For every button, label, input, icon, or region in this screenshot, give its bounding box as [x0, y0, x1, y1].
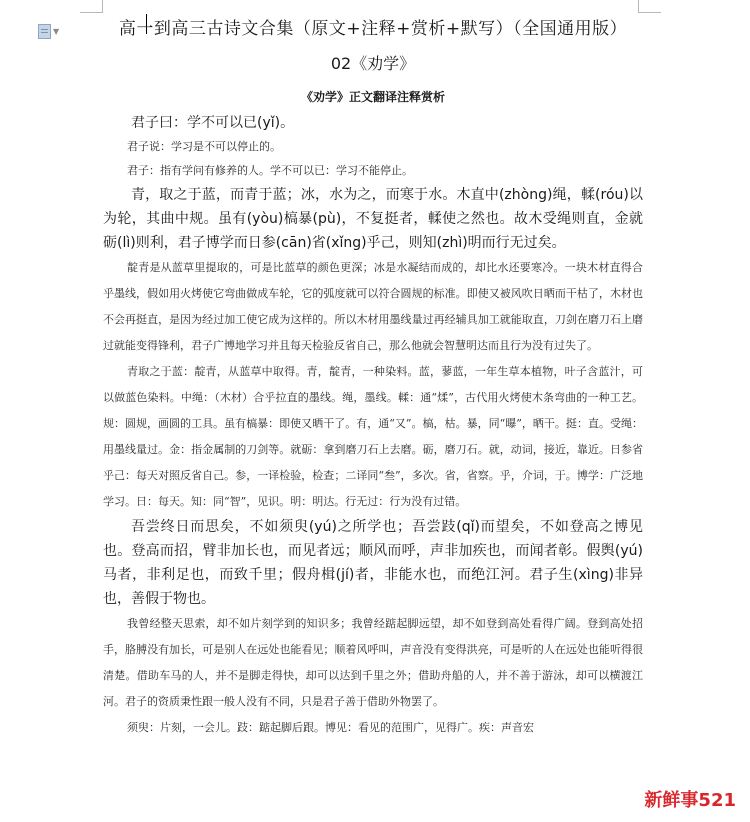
document-icon — [38, 24, 51, 39]
chevron-down-icon: ▼ — [53, 27, 60, 36]
annotation-text: 君子：指有学问有修养的人。学不可以已：学习不能停止。 — [127, 164, 413, 177]
annotation-text: 青取之于蓝：靛青，从蓝草中取得。青，靛青，一种染料。蓝，蓼蓝，一年生草本植物，叶子含蓝汁，可以做蓝色染料。中绳：（木材）合乎拉直的墨线。绳，墨线。輮：通“煣”，古代用火烤使木条弯曲的一种工艺。规：圆规，画圆的工具。虽有槁暴：即使又晒干了。有，通“又”。槁，枯。暴，同“曝”，晒干。挺：直。受绳：用墨线量过。金：指金属制的刀剑等。就砺：拿到磨刀石上去磨。砺，磨刀石。就，动词，接近，靠近。日参省乎己：每天对照反省自己。参，一译检验，检查；二译同“叁”，多次。省，省察。乎，介词，于。博学：广泛地学习。日：每天。知：同“智”，见识。明：明达。行无过：行为没有过错。 — [103, 365, 643, 508]
original-text: 青，取之于蓝，而青于蓝；冰，水为之，而寒于水。木直中(zhòng)绳，輮(róu)以为轮，其曲中规。虽有(yòu)槁暴(pù)，不复挺者，輮使之然也。故木受绳则直，金就砺(lì)则利，君子博学而日参(cān)省(xǐng)乎己，则知(zhì)明而行无过矣。 — [103, 187, 643, 251]
document-page[interactable] — [103, 10, 643, 741]
translation-text: 靛青是从蓝草里提取的，可是比蓝草的颜色更深；冰是水凝结而成的，却比水还要寒冷。一块木材直得合乎墨线，假如用火烤使它弯曲做成车轮，它的弧度就可以符合圆规的标准。即使又被风吹日晒而干枯了，木材也不会再挺直，是因为经过加工使它成为这样的。所以木材用墨线量过再经辅具加工就能取直，刀剑在磨刀石上磨过就能变得锋利，君子广博地学习并且每天检验反省自己，那么他就会智慧明达而且行为没有过失了。 — [103, 261, 643, 352]
section-heading: 《劝学》正文翻译注释赏析 — [300, 90, 445, 104]
paragraph-layout-button[interactable] — [38, 24, 59, 39]
original-text: 吾尝终日而思矣，不如须臾(yú)之所学也；吾尝跂(qǐ)而望矣，不如登高之博见也。登高而招，臂非加长也，而见者远；顺风而呼，声非加疾也，而闻者彰。假舆(yú)马者，非利足也，而致千里；假舟楫(jí)者，非能水也，而绝江河。君子生(xìng)非异也，善假于物也。 — [103, 519, 643, 607]
watermark: 新鲜事521 — [642, 786, 738, 812]
document-title: 高一到高三古诗文合集（原文+注释+赏析+默写）（全国通用版） — [118, 19, 628, 39]
document-subtitle: 02《劝学》 — [330, 54, 416, 73]
annotation-text: 须臾：片刻，一会儿。跂：踮起脚后跟。博见：看见的范围广，见得广。疾：声音宏 — [127, 721, 534, 734]
translation-text: 君子说：学习是不可以停止的。 — [127, 140, 281, 153]
translation-text: 我曾经整天思索，却不如片刻学到的知识多；我曾经踮起脚远望，却不如登到高处看得广阔。登到高处招手，胳膊没有加长，可是别人在远处也能看见；顺着风呼叫，声音没有变得洪亮，可是听的人在远处也能听得很清楚。借助车马的人，并不是脚走得快，却可以达到千里之外；借助舟船的人，并不善于游泳，却可以横渡江河。君子的资质秉性跟一般人没有不同，只是君子善于借助外物罢了。 — [103, 617, 643, 708]
page-corner-mark-left — [80, 0, 103, 13]
original-text: 君子曰：学不可以已(yǐ)。 — [131, 115, 295, 131]
